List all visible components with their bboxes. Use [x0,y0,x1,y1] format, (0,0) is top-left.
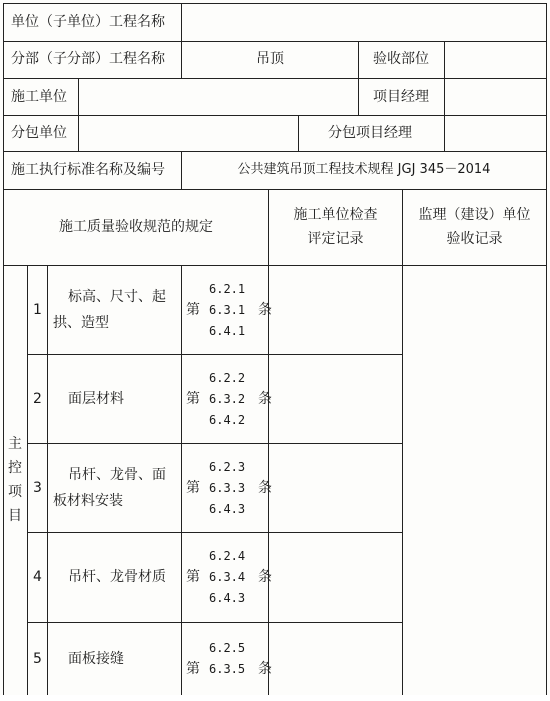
supervision-header-line2: 验收记录 [446,231,503,247]
item-name-continued: 拱、造型 [53,314,109,331]
construction-check-record-cell[interactable] [270,267,401,694]
subcontract-manager-value[interactable] [449,124,541,142]
clause-prefix: 第 [186,479,200,496]
clause-numbers [209,457,253,520]
clause-reference [186,546,274,609]
row-divider [3,78,547,79]
row-divider [3,265,547,266]
supervision-record-cell[interactable] [404,267,545,694]
clause-number: 6.2.3 [209,459,246,474]
row-divider [3,41,547,42]
table-border-top [3,3,547,4]
col-divider [444,115,445,151]
clause-number: 6.2.2 [209,370,246,385]
acceptance-part-label: 验收部位 [373,51,429,67]
clause-suffix: 条 [258,301,272,318]
clause-number: 6.2.1 [209,281,246,296]
clause-reference [186,638,274,701]
col-divider [358,41,359,115]
subcontractor-label: 分包单位 [11,125,67,141]
main-control-items-label: 主控项目 [8,436,22,524]
item-name: 吊杆、龙骨材质 [68,569,166,585]
supervision-header-line1: 监理（建设）单位 [418,207,531,223]
clause-number: 6.3.4 [209,570,246,584]
clause-number: 6.3.1 [209,302,246,317]
construction-unit-label: 施工单位 [11,89,67,105]
clause-suffix: 条 [258,390,272,407]
item-number: 4 [33,569,42,585]
clause-reference [186,457,274,520]
clause-number: 6.4.2 [209,412,246,427]
col-divider [298,115,299,151]
clause-number: 6.2.5 [209,640,246,655]
construction-unit-value[interactable] [84,88,352,106]
subcontractor-value[interactable] [84,124,292,142]
clause-prefix: 第 [186,301,200,318]
sub-project-name-value[interactable]: 吊顶 [256,51,284,67]
standard-label: 施工执行标准名称及编号 [11,162,165,178]
unit-project-name-label: 单位（子单位）工程名称 [11,14,165,30]
clause-numbers [209,638,253,701]
col-divider [181,3,182,41]
col-divider [444,41,445,115]
item-number: 3 [33,479,42,496]
row-divider [3,115,547,116]
item-number: 5 [33,650,42,667]
row-divider [3,151,547,152]
construction-check-header-line1: 施工单位检查 [293,207,378,223]
clause-numbers [209,368,253,431]
item-name-continued: 板材料安装 [53,492,123,509]
item-number: 2 [33,390,42,407]
clause-prefix: 第 [186,569,200,585]
table-border-right [546,3,547,695]
col-divider [268,189,269,695]
spec-column-header: 施工质量验收规范的规定 [59,219,213,235]
construction-check-header-line2: 评定记录 [307,231,364,247]
clause-number: 6.3.3 [209,480,246,495]
clause-number: 6.4.3 [209,501,246,516]
clause-numbers [209,546,253,609]
clause-numbers [209,279,253,342]
col-divider [402,189,403,695]
clause-prefix: 第 [186,660,200,677]
col-divider [181,265,182,695]
item-name: 面板接缝 [68,650,124,667]
clause-number: 6.2.4 [209,549,246,563]
item-name: 标高、尺寸、起 [68,288,166,305]
clause-number: 6.4.1 [209,323,246,338]
clause-suffix: 条 [258,660,272,677]
sub-project-name-label: 分部（子分部）工程名称 [11,51,165,67]
clause-number: 6.4.3 [209,591,246,605]
item-name: 面层材料 [68,390,124,407]
unit-project-name-value[interactable] [186,13,541,31]
clause-suffix: 条 [258,479,272,496]
clause-number: 6.3.2 [209,391,246,406]
row-divider [3,189,547,190]
clause-reference [186,368,274,431]
subcontract-manager-label: 分包项目经理 [328,125,412,141]
standard-value: 公共建筑吊顶工程技术规程 JGJ 345－2014 [237,162,491,177]
col-divider [181,151,182,189]
col-divider [78,78,79,151]
item-name: 吊杆、龙骨、面 [68,466,166,483]
table-border-left [3,3,4,695]
clause-number [209,680,253,701]
col-divider [47,265,48,695]
acceptance-part-value[interactable] [449,50,541,68]
clause-number: 6.3.5 [209,661,246,676]
clause-reference [186,279,274,342]
clause-suffix: 条 [258,569,272,585]
clause-prefix: 第 [186,390,200,407]
project-manager-label: 项目经理 [373,89,429,105]
item-number: 1 [33,301,42,318]
project-manager-value[interactable] [449,88,541,106]
